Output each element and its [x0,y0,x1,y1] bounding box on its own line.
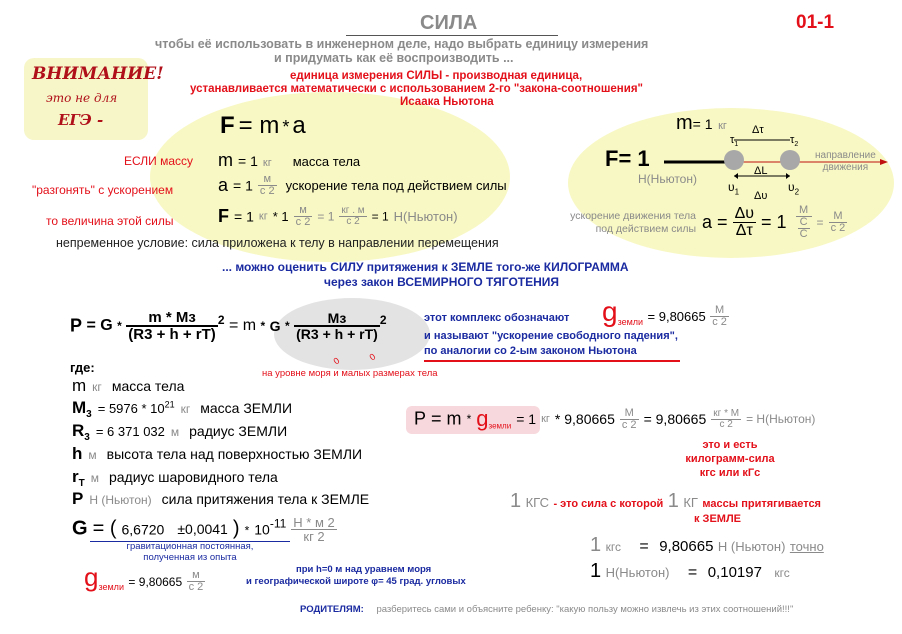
a-value: = 1 [233,177,253,194]
where-symbol: P [72,489,84,508]
f-eq2: = 1 [317,209,335,224]
diagram-newton: Н(Ньютон) [638,172,697,186]
m-value: = 1 [238,153,258,169]
where-symbol: M [72,398,87,417]
complex-line-3: по аналогии со 2-ым законом Ньютона [424,345,637,357]
kgf-formula: $P = m * g_{земли} = 1$ кг * 9,80665 $\frac{М}{с 2}$ = 9,80665 $\frac{кг * М}{с 2}$ = Н(Ньютон) [414,406,816,431]
gravity-formula: P = G * $\frac{m * Mз}{(R3 + h + rT)}$ $^2$ = m * G * $\frac{Mз}{(R3 + h + rT)}$ $^2$ [70,309,387,343]
m-symbol: m [218,150,233,170]
formula-op: * [282,117,290,137]
stamp-line-1: ВНИМАНИЕ! [32,64,164,84]
m-desc: масса тела [292,154,361,169]
newton-formula [220,112,306,140]
diagram-dv: Δυ [754,190,768,202]
f-symbol: F [218,206,229,226]
accel-caption: ускорение движения тела под действием силы [570,210,696,235]
where-row: $M_3 = 5976 * 10^{21}$ кг масса ЗЕМЛИ [72,398,293,420]
m-unit: кг [262,157,272,169]
force-row [218,205,458,228]
a-unit: $\frac{м}{с 2}$ [259,173,275,197]
sea-level-note: на уровне моря и малых размерах тела [262,368,438,379]
g-earth-bottom: $g_{земли} = 9,80665$ $\frac{м}{с 2}$ [84,562,204,594]
f-mul: * 1 [272,209,289,224]
gravity-fraction-2: $\frac{Mз}{(R3 + h + rT)}$ [296,310,378,342]
definition-line-3: Исаака Ньютона [400,96,494,108]
formula-eq-m: = m [238,112,280,139]
where-value: = 6 371 032 [95,424,165,439]
stamp-line-3: ЕГЭ - [58,111,104,129]
complex-line-2: и называют "ускорение свободного падения", [424,330,678,342]
f-eq3: = 1 [371,209,389,224]
gravity-fraction-1: $\frac{m * Mз}{(R3 + h + rT)}$ [128,309,216,343]
if-mass-label: ЕСЛИ массу [124,154,194,168]
kgf-equation-a: 1 кгс = 9,80665 Н (Ньютон) точно [590,534,824,556]
where-row: $r_T$ м радиус шаровидного тела [72,467,278,489]
stamp-line-2: это не для [46,91,118,105]
a-symbol: a [218,175,229,195]
page-code: 01-1 [796,12,835,33]
f-frac2: $\frac{кг . м}{с 2}$ [341,205,365,227]
f-unit: кг [258,210,268,223]
kgf-equation-b: 1 Н(Ньютон) = 0,10197 кгс [590,560,790,582]
formula-F: F [220,112,235,139]
accel-label: "разгонять" с ускорением [32,183,174,197]
complex-line-1: этот комплекс обозначают [424,312,570,324]
title-underline [346,35,558,36]
diagram-accel-formula: a = $\frac{\Delta\upsilon}{\Delta\tau}$ = 1 $\frac{М}{\frac{С}{С}}$ = $\frac{М}{с 2}$ [702,204,846,240]
where-symbol: R [72,421,85,440]
where-description: масса ЗЕМЛИ [200,400,293,416]
attention-stamp [24,58,164,140]
zero-h: 0 [331,355,342,367]
gravity-intro-2: через закон ВСЕМИРНОГО ТЯГОТЕНИЯ [324,275,560,289]
where-unit: м [170,425,180,439]
definition-line-2: устанавливается математически с использованием 2-го "закона-соотношения" [190,83,643,95]
where-value: = 5976 * 10 [97,401,165,416]
footer-note: РОДИТЕЛЯМ: разберитесь сами и объясните ребенку: "какую пользу можно извлечь из этих соотношений!!!" [300,604,794,615]
page-title: СИЛА [420,12,478,34]
force-label: то величина этой силы [46,214,174,228]
complex-underline [424,360,680,362]
mass-row [218,150,360,171]
where-symbol: r [72,467,79,486]
where-row: $R_3 = 6$ 371 032 м радиус ЗЕМЛИ [72,421,288,443]
where-description: радиус шаровидного тела [108,469,278,485]
kgf-definition-tail: к ЗЕМЛЕ [694,513,742,525]
where-row [72,444,362,464]
body-position-2 [780,150,800,170]
body-position-1 [724,150,744,170]
g-earth-definition: $g_{земли} = 9,80665$ $\frac{М}{с 2}$ [602,296,727,329]
diagram-force: F= 1 [605,146,650,171]
kgf-definition: 1 КГС - это сила с которой 1 КГ массы притягивается [510,490,821,512]
diagram-dl: ΔL [754,165,768,177]
zero-r: 0 [367,351,378,363]
diagram-v2: $\upsilon_2$ [788,180,800,197]
where-unit: Н (Ньютон) [89,493,152,507]
gravity-intro-1: ... можно оценить СИЛУ притяжения к ЗЕМЛЕ того-же КИЛОГРАММА [222,260,629,274]
accel-row [218,174,507,197]
where-symbol: h [72,444,83,463]
kgf-note: это и есть килограмм-сила кгс или кГс [685,439,775,479]
where-description: высота тела над поверхностью ЗЕМЛИ [106,446,363,462]
g-constant-note-line [90,541,290,542]
diagram-mass: m= 1 кг [676,112,727,134]
where-symbol: m [72,376,87,395]
g-constant-note: гравитационная постоянная, полученная из опыта [126,541,254,563]
condition-text: непременное условие: сила приложена к телу в направлении перемещения [56,236,499,250]
direction-arrowhead [880,159,888,165]
diagram-tau: Δτ [752,124,764,136]
diagram-tau2: $\tau_2$ [790,134,799,149]
where-row [72,376,184,396]
where-unit: кг [92,380,102,394]
where-unit: м [90,471,99,485]
where-description: масса тела [111,378,185,394]
where-unit: м [88,448,97,462]
g-bottom-note: при h=0 м над уравнем моря и географической широте φ= 45 град. угловых [246,564,466,587]
f-frac1: $\frac{м}{с 2}$ [295,204,311,228]
where-unit: кг [180,402,191,416]
diagram-tau1: $\tau_1$ [730,134,739,149]
g-constant: G = ( 6,6720 ±0,0041 ) * $10^{-11}$ $\frac{Н * м 2}{кг 2}$ [72,515,335,544]
where-description: сила притяжения тела к ЗЕМЛЕ [161,491,370,507]
where-description: радиус ЗЕМЛИ [189,423,288,439]
definition-line-1: единица измерения СИЛЫ - производная единица, [290,70,583,82]
where-row [72,489,369,509]
diagram-v1: $\upsilon_1$ [728,180,740,197]
intro-line-2: и придумать как её воспроизводить ... [274,51,514,65]
f-value: = 1 [234,208,254,225]
where-title: где: [70,360,95,375]
intro-line-1: чтобы её использовать в инженерном деле, надо выбрать единицу измерения [155,37,649,51]
f-newton: Н(Ньютон) [393,209,458,224]
formula-a: a [292,112,306,139]
direction-label: направление движения [815,150,876,173]
a-desc: ускорение тела под действием силы [285,178,507,193]
